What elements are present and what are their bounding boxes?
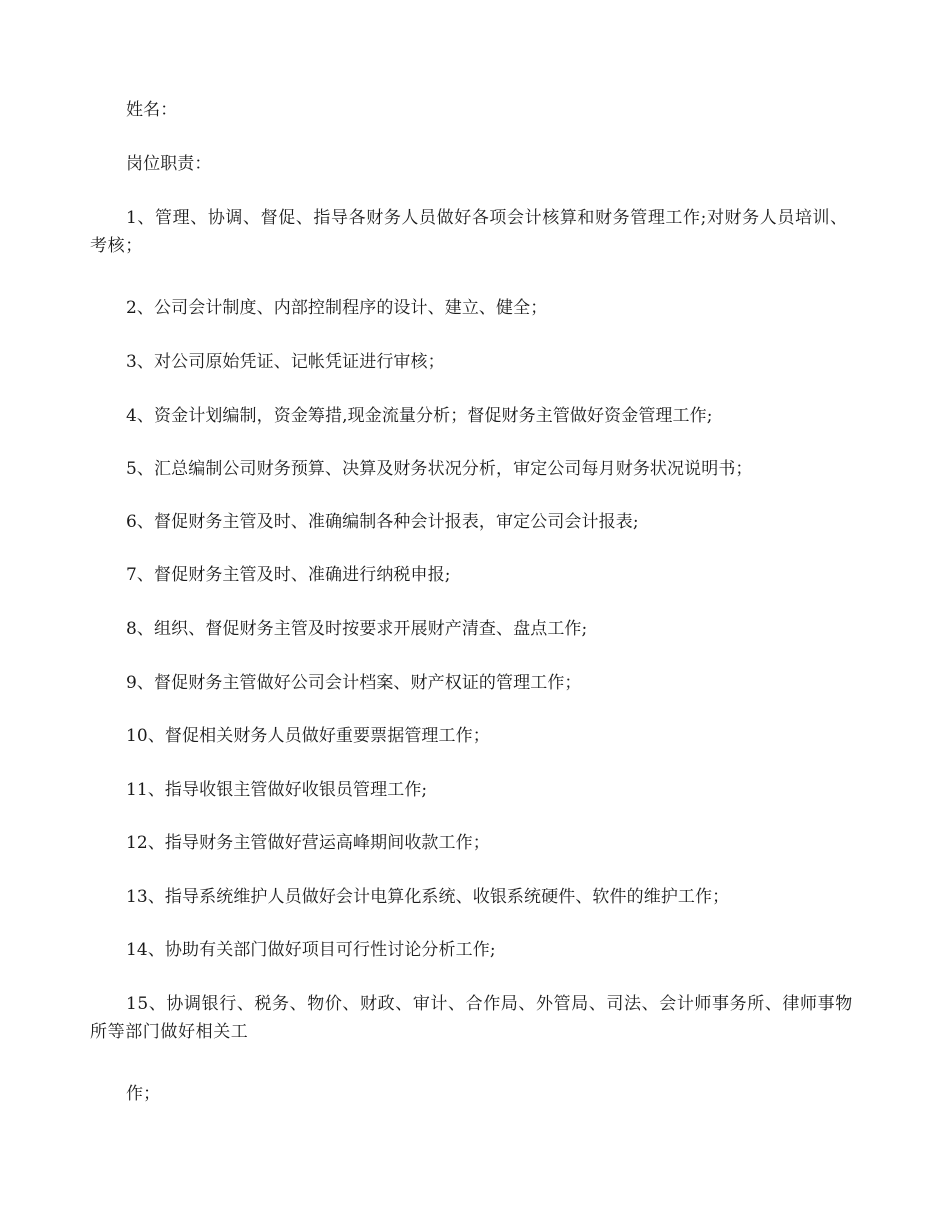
duty-item-11: 11、指导收银主管做好收银员管理工作; bbox=[126, 780, 428, 800]
duty-item-13: 13、指导系统维护人员做好会计电算化系统、收银系统硬件、软件的维护工作； bbox=[126, 887, 730, 907]
duty-item-7: 7、督促财务主管及时、准确进行纳税申报; bbox=[126, 565, 451, 585]
duty-item-4: 4、资金计划编制，资金筹措,现金流量分析；督促财务主管做好资金管理工作; bbox=[126, 406, 713, 426]
duty-item-10: 10、督促相关财务人员做好重要票据管理工作； bbox=[126, 726, 490, 746]
duty-item-3: 3、对公司原始凭证、记帐凭证进行审核； bbox=[126, 352, 445, 372]
duty-item-5: 5、汇总编制公司财务预算、决算及财务状况分析，审定公司每月财务状况说明书； bbox=[126, 459, 753, 479]
duty-item-6: 6、督促财务主管及时、准确编制各种会计报表，审定公司会计报表; bbox=[126, 512, 639, 532]
name-label: 姓名： bbox=[126, 100, 178, 120]
duty-item-2: 2、公司会计制度、内部控制程序的设计、建立、健全； bbox=[126, 298, 548, 318]
duty-item-15-continuation: 作； bbox=[126, 1084, 161, 1104]
duty-item-1: 1、管理、协调、督促、指导各财务人员做好各项会计核算和财务管理工作;对财务人员培训、考核； bbox=[90, 208, 848, 256]
duty-item-12: 12、指导财务主管做好营运高峰期间收款工作； bbox=[126, 833, 490, 853]
duty-item-9: 9、督促财务主管做好公司会计档案、财产权证的管理工作； bbox=[126, 673, 582, 693]
duty-item-15: 15、协调银行、税务、物价、财政、审计、合作局、外管局、司法、会计师事务所、律师事物所等部门做好相关工 bbox=[90, 994, 853, 1042]
duty-item-14: 14、协助有关部门做好项目可行性讨论分析工作; bbox=[126, 940, 496, 960]
duties-label: 岗位职责： bbox=[126, 154, 212, 174]
duty-item-8: 8、组织、督促财务主管及时按要求开展财产清查、盘点工作; bbox=[126, 619, 588, 639]
